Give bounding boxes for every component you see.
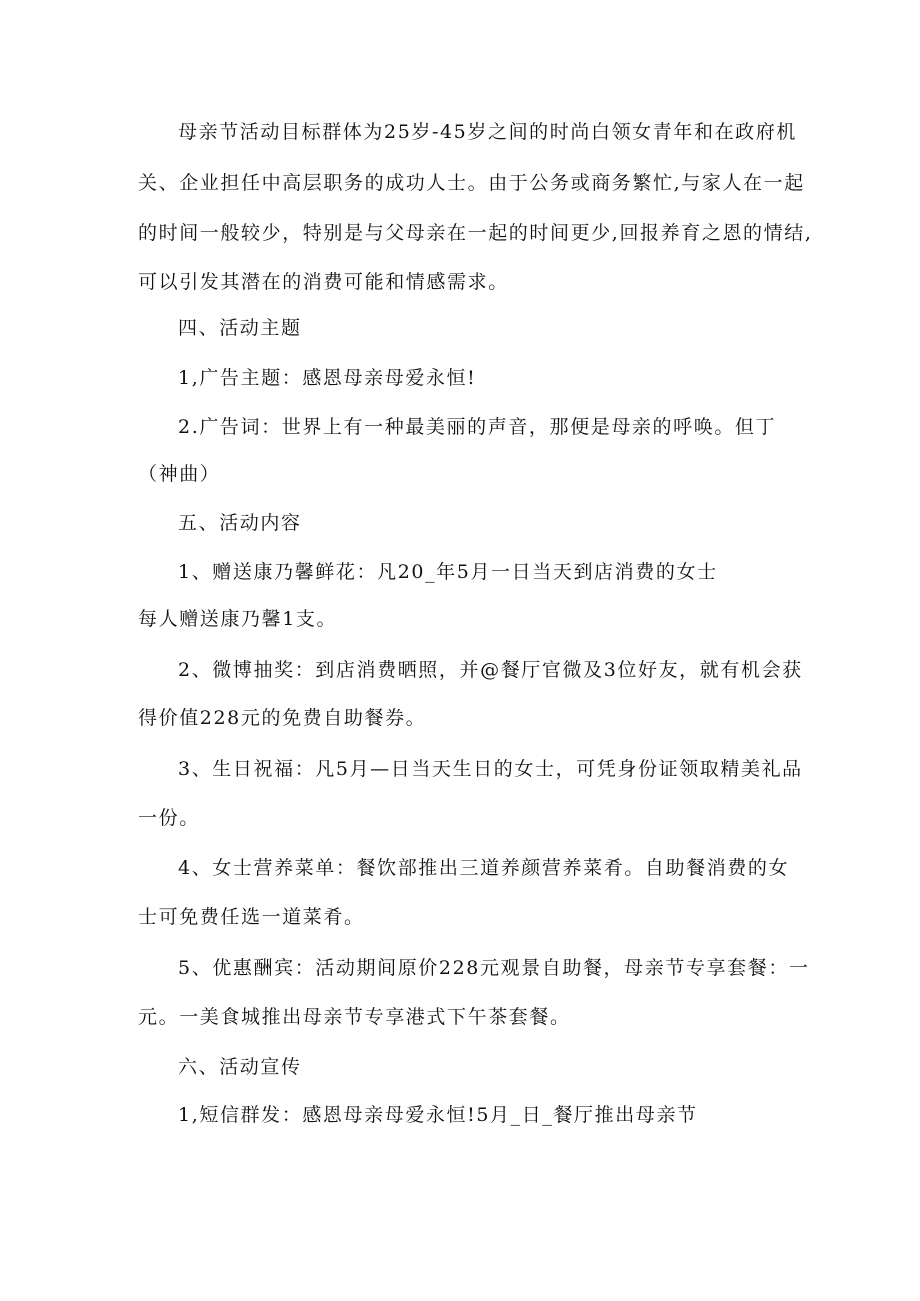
- paragraph-line: 母亲节活动目标群体为25岁-45岁之间的时尚白领女青年和在政府机: [178, 121, 797, 143]
- paragraph-line: 1,短信群发：感恩母亲母爱永恒!5月_日_餐厅推出母亲节: [178, 1104, 698, 1126]
- section-heading: 五、活动内容: [178, 512, 302, 534]
- paragraph-line: 得价值228元的免费自助餐券。: [138, 707, 427, 729]
- paragraph-line: 3、生日祝福：凡5月—日当天生日的女士，可凭身份证领取精美礼品: [178, 758, 803, 780]
- paragraph-line: 2.广告词：世界上有一种最美丽的声音，那便是母亲的呼唤。但丁: [178, 416, 777, 438]
- paragraph-line: 每人赠送康乃馨1支。: [138, 608, 338, 630]
- paragraph-line: 4、女士营养菜单：餐饮部推出三道养颜营养菜肴。自助餐消费的女: [178, 857, 790, 879]
- paragraph-line: 的时间一般较少，特别是与父母亲在一起的时间更少,回报养育之恩的情结,: [138, 222, 813, 244]
- paragraph-line: 1,广告主题：感恩母亲母爱永恒!: [178, 367, 477, 389]
- paragraph-line: 5、优惠酬宾：活动期间原价228元观景自助餐，母亲节专享套餐：一: [178, 957, 810, 979]
- paragraph-line: （神曲）: [138, 463, 221, 485]
- paragraph-line: 可以引发其潜在的消费可能和情感需求。: [138, 271, 509, 293]
- paragraph-line: 2、微博抽奖：到店消费晒照，并@餐厅官微及3位好友，就有机会获: [178, 659, 803, 681]
- paragraph-line: 一份。: [138, 807, 200, 829]
- paragraph-line: 关、企业担任中高层职务的成功人士。由于公务或商务繁忙,与家人在一起: [138, 172, 805, 194]
- section-heading: 四、活动主题: [178, 317, 302, 339]
- paragraph-line: 1、赠送康乃馨鲜花：凡20_年5月一日当天到店消费的女士: [178, 561, 718, 583]
- paragraph-line: 士可免费任选一道菜肴。: [138, 906, 365, 928]
- section-heading: 六、活动宣传: [178, 1056, 302, 1078]
- paragraph-line: 元。一美食城推出母亲节专享港式下午茶套餐。: [138, 1006, 571, 1028]
